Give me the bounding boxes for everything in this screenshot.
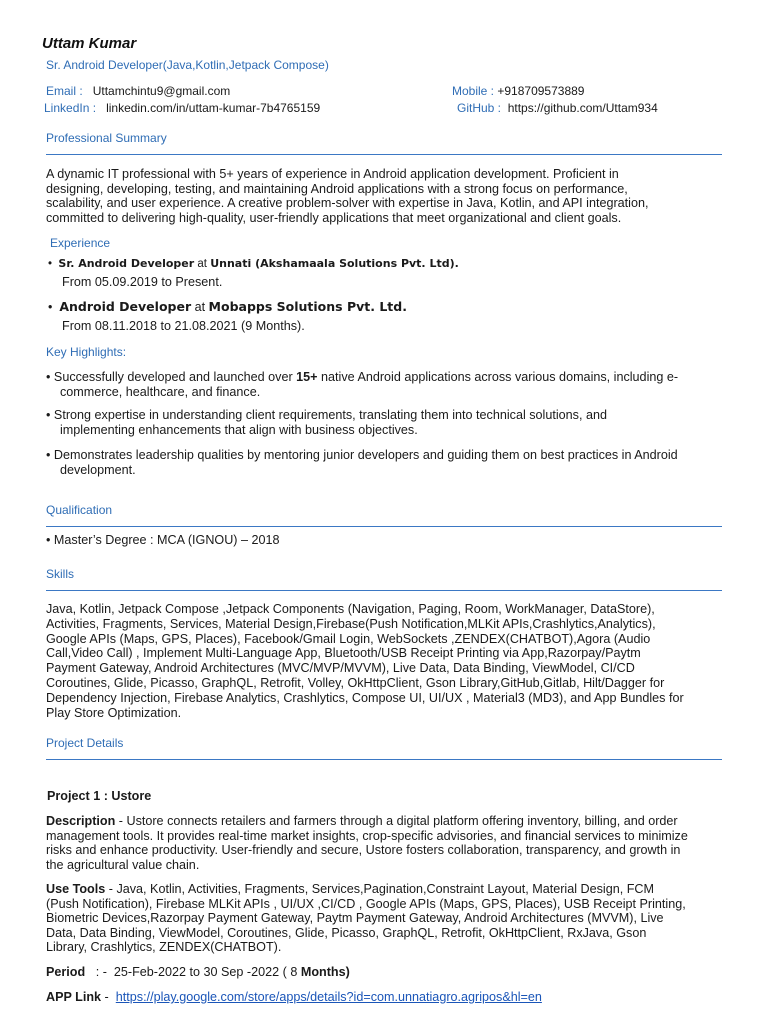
highlights-heading: Key Highlights: <box>46 345 127 359</box>
skills-line: Java, Kotlin, Jetpack Compose ,Jetpack Components (Navigation, Paging, Room, WorkManager, DataStore), <box>46 602 655 616</box>
highlight-item: • Demonstrates leadership qualities by mentoring junior developers and guiding them on best practices in Android development. <box>46 448 726 478</box>
highlight-text: Successfully developed and launched over <box>53 370 297 384</box>
job-at: at <box>197 258 207 270</box>
highlight-text: implementing enhancements that align with business objectives. <box>60 423 418 437</box>
qualification-divider <box>46 526 722 527</box>
highlight-count: 15+ <box>296 370 318 384</box>
skills-line: Payment Gateway, Android Architectures (MVC/MVP/MVVM), Live Data, Data Binding, ViewModel, CI/CD <box>46 661 635 676</box>
summary-heading: Professional Summary <box>46 131 167 145</box>
projects-divider <box>46 759 722 760</box>
job-company: Mobapps Solutions Pvt. Ltd. <box>208 299 407 314</box>
tools-label: Use Tools <box>46 882 106 896</box>
job-role: Sr. Android Developer <box>58 257 195 270</box>
skills-line: Call,Video Call) , Implement Multi-Language App, Bluetooth/USB Receipt Printing via App,Razorpay/Paytm <box>46 646 641 661</box>
summary-text <box>46 167 726 225</box>
description-line: management tools. It provides real-time market insights, crop-specific advisories, and financial services to minimize <box>46 828 688 843</box>
tools-line: Data, Data Binding, ViewModel, Coroutines, Glide, Picasso, GraphQL, Retrofit, OkHttpClient, RxJava, Gson <box>46 925 647 940</box>
linkedin-value[interactable]: linkedin.com/in/uttam-kumar-7b4765159 <box>106 101 321 115</box>
experience-item: • Android Developer at Mobapps Solutions Pvt. Ltd. <box>48 299 407 314</box>
project-description <box>46 814 726 872</box>
project-title: Project 1 : Ustore <box>47 789 152 803</box>
github-label: GitHub : <box>457 101 502 115</box>
applink-sep: - <box>101 990 116 1004</box>
skills-text <box>46 602 726 720</box>
description-line: risks and enhance productivity. User-friendly and secure, Ustore fosters collaboration, transparency, and growth in <box>46 843 681 858</box>
github-value[interactable]: https://github.com/Uttam934 <box>507 101 658 115</box>
email-label: Email : <box>46 84 83 98</box>
period-months: Months) <box>300 965 350 979</box>
skills-heading: Skills <box>46 567 75 581</box>
qualification-text: Master’s Degree : MCA (IGNOU) – 2018 <box>53 533 280 547</box>
skills-line: Activities, Fragments, Services, Material Design,Firebase(Push Notification,MLKit APIs,Crashlytics,Analytics), <box>46 616 656 631</box>
description-line: the agricultural value chain. <box>46 857 200 872</box>
github-row <box>457 101 658 115</box>
skills-divider <box>46 590 722 591</box>
summary-line: designing, developing, testing, and maintaining Android applications with a strong focus on performance, <box>46 181 628 196</box>
project-period <box>46 965 726 980</box>
qualification-item: • Master’s Degree : MCA (IGNOU) – 2018 <box>46 533 280 547</box>
job-period: From 08.11.2018 to 21.08.2021 (9 Months). <box>62 319 305 333</box>
tools-line: Biometric Devices,Razorpay Payment Gateway, Paytm Payment Gateway, Android Architectures (MVVM), Live <box>46 911 664 926</box>
email-row <box>46 84 230 98</box>
skills-line: Play Store Optimization. <box>46 705 182 720</box>
mobile-value[interactable]: +918709573889 <box>497 84 585 98</box>
job-period: From 05.09.2019 to Present. <box>62 275 223 289</box>
highlight-item: • Strong expertise in understanding client requirements, translating them into technical solutions, and implementing enhancements that align with business objectives. <box>46 408 726 438</box>
project-tools <box>46 882 726 955</box>
highlight-item: • Successfully developed and launched over 15+ native Android applications across various domains, including e- commerce, healthcare, and finance. <box>46 370 726 400</box>
experience-heading: Experience <box>50 236 111 250</box>
tools-line: (Push Notification), Firebase MLKit APIs , UI/UX ,CI/CD , Google APIs (Maps, GPS, Places), USB Receipt Printing, <box>46 896 686 911</box>
projects-heading: Project Details <box>46 736 124 750</box>
highlight-text: commerce, healthcare, and finance. <box>60 385 261 399</box>
highlight-text: Strong expertise in understanding client requirements, translating them into technical solutions, and <box>53 408 607 422</box>
job-at: at <box>194 300 206 314</box>
tools-line: Library, Crashlytics, ZENDEX(CHATBOT). <box>46 940 282 955</box>
highlight-text: native Android applications across various domains, including e- <box>317 370 679 384</box>
job-role: Android Developer <box>59 299 192 314</box>
applink-label: APP Link <box>46 990 102 1004</box>
highlight-text: development. <box>60 463 136 477</box>
job-company: Unnati (Akshamaala Solutions Pvt. Ltd). <box>210 257 459 270</box>
description-label: Description <box>46 814 116 828</box>
candidate-name: Uttam Kumar <box>42 35 137 52</box>
summary-line: A dynamic IT professional with 5+ years of experience in Android application development. Proficient in <box>46 167 619 181</box>
highlight-text: Demonstrates leadership qualities by mentoring junior developers and guiding them on best practices in Android <box>53 448 678 462</box>
skills-line: Dependency Injection, Firebase Analytics, Crashlytics, Compose UI, UI/UX , Material3 (MD3), and App Bundles for <box>46 690 684 705</box>
linkedin-label: LinkedIn : <box>44 101 97 115</box>
summary-line: scalability, and user experience. A creative problem-solver with expertise in Java, Kotlin, and API integration, <box>46 196 649 211</box>
period-value: : - 25-Feb-2022 to 30 Sep -2022 ( 8 <box>85 965 301 979</box>
summary-divider <box>46 154 722 155</box>
tools-line: - Java, Kotlin, Activities, Fragments, Services,Pagination,Constraint Layout, Material Design, FCM <box>105 882 655 896</box>
summary-line: committed to delivering high-quality, user-friendly applications that meet organizational and client goals. <box>46 210 622 225</box>
period-label: Period <box>46 965 86 979</box>
mobile-label: Mobile : <box>452 84 495 98</box>
description-line: - Ustore connects retailers and farmers through a digital platform offering inventory, billing, and order <box>115 814 678 828</box>
applink-url[interactable]: https://play.google.com/store/apps/details?id=com.unnatiagro.agripos&hl=en <box>115 990 542 1004</box>
qualification-heading: Qualification <box>46 503 113 517</box>
experience-item: • Sr. Android Developer at Unnati (Akshamaala Solutions Pvt. Ltd). <box>48 257 459 270</box>
job-title: Sr. Android Developer(Java,Kotlin,Jetpack Compose) <box>46 58 329 72</box>
linkedin-row <box>44 101 320 115</box>
project-app-link <box>46 990 726 1005</box>
skills-line: Google APIs (Maps, GPS, Places), Facebook/Gmail Login, WebSockets ,ZENDEX(CHATBOT),Agora (Audio <box>46 631 651 646</box>
mobile-row <box>452 84 584 98</box>
email-value[interactable]: Uttamchintu9@gmail.com <box>92 84 231 98</box>
skills-line: Coroutines, Glide, Picasso, GraphQL, Retrofit, Volley, OkHttpClient, Gson Library,GitHub,Gitlab, Hilt/Dagger for <box>46 675 665 690</box>
